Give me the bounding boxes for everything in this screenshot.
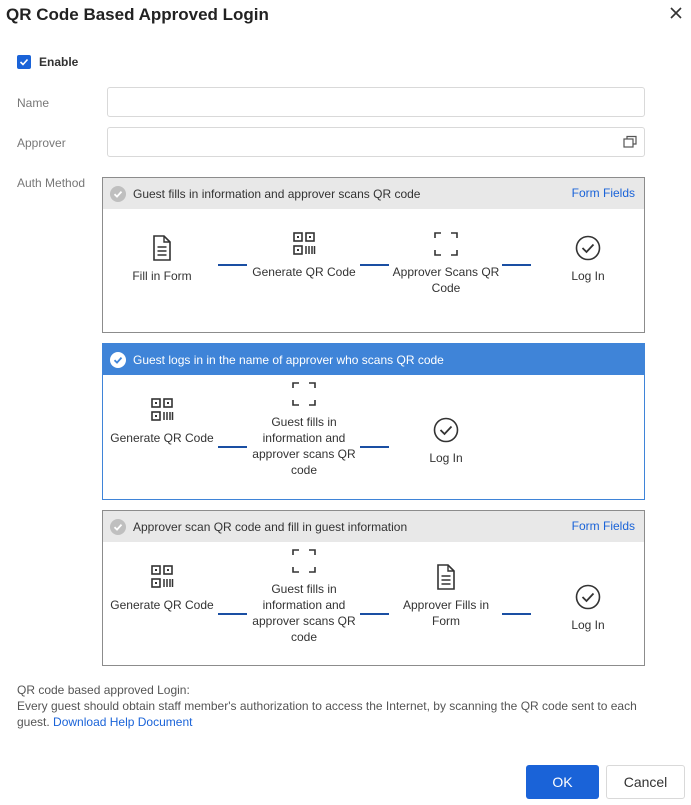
flow-step bbox=[249, 230, 359, 280]
method-header[interactable] bbox=[103, 178, 644, 209]
flow-connector bbox=[218, 264, 247, 266]
method-title: Guest logs in in the name of approver who scans QR code bbox=[133, 352, 444, 367]
auth-method-option-3[interactable] bbox=[102, 510, 645, 666]
method-title: Approver scan QR code and fill in guest information bbox=[133, 519, 408, 534]
step-label: Log In bbox=[571, 618, 605, 632]
scan-icon bbox=[291, 380, 317, 408]
check-radio-icon bbox=[110, 519, 126, 535]
approver-label: Approver bbox=[17, 136, 66, 150]
check-circle-icon bbox=[575, 583, 601, 611]
method-title: Guest fills in information and approver scans QR code bbox=[133, 186, 421, 201]
approver-input[interactable] bbox=[108, 128, 644, 156]
close-icon[interactable] bbox=[666, 3, 686, 23]
flow-step bbox=[533, 583, 643, 633]
help-description: Every guest should obtain staff member's authorization to access the Internet, by scanning the QR code sent to each guest. bbox=[17, 699, 637, 729]
download-help-link[interactable]: Download Help Document bbox=[53, 715, 193, 729]
name-input[interactable] bbox=[108, 88, 644, 116]
flow-step bbox=[107, 396, 217, 446]
cancel-button[interactable]: Cancel bbox=[606, 765, 685, 799]
check-circle-icon bbox=[433, 416, 459, 444]
step-label: Guest fills in information and approver scans QR code bbox=[252, 582, 356, 644]
name-label: Name bbox=[17, 96, 50, 110]
step-label: Log In bbox=[429, 451, 463, 465]
form-icon bbox=[149, 234, 175, 262]
approver-field-box bbox=[107, 127, 645, 157]
checkbox-checked-icon bbox=[17, 55, 31, 69]
enable-label: Enable bbox=[39, 55, 79, 69]
step-label: Approver Fills in Form bbox=[402, 598, 490, 628]
auth-method-option-1[interactable] bbox=[102, 177, 645, 333]
step-label: Fill in Form bbox=[132, 269, 192, 283]
flow-step bbox=[533, 234, 643, 284]
flow-connector bbox=[502, 613, 531, 615]
flow-connector bbox=[360, 264, 389, 266]
flow-connector bbox=[360, 613, 389, 615]
flow-step bbox=[249, 380, 359, 478]
flow-step bbox=[107, 563, 217, 613]
step-label: Generate QR Code bbox=[252, 265, 356, 279]
check-circle-icon bbox=[575, 234, 601, 262]
auth-method-option-2[interactable] bbox=[102, 343, 645, 500]
scan-icon bbox=[433, 230, 459, 258]
name-field-box bbox=[107, 87, 645, 117]
qr-code-icon bbox=[149, 563, 175, 591]
step-label: Approver Scans QR Code bbox=[392, 265, 500, 295]
flow-step bbox=[391, 563, 501, 629]
flow-connector bbox=[502, 264, 531, 266]
flow-connector bbox=[360, 446, 389, 448]
dialog-title: QR Code Based Approved Login bbox=[6, 5, 269, 24]
method-header[interactable] bbox=[103, 511, 644, 542]
method-header[interactable] bbox=[103, 344, 644, 375]
step-label: Guest fills in information and approver scans QR code bbox=[252, 415, 356, 477]
flow-step bbox=[107, 234, 217, 284]
check-radio-icon bbox=[110, 352, 126, 368]
step-label: Generate QR Code bbox=[110, 431, 214, 445]
flow-step bbox=[391, 416, 501, 466]
scan-icon bbox=[291, 547, 317, 575]
form-icon bbox=[433, 563, 459, 591]
form-fields-link[interactable]: Form Fields bbox=[571, 186, 635, 200]
qr-code-icon bbox=[291, 230, 317, 258]
help-text bbox=[17, 682, 657, 730]
flow-step bbox=[249, 547, 359, 645]
flow-connector bbox=[218, 613, 247, 615]
flow-step bbox=[391, 230, 501, 296]
flow-connector bbox=[218, 446, 247, 448]
help-heading: QR code based approved Login: bbox=[17, 683, 190, 697]
enable-checkbox[interactable] bbox=[17, 55, 78, 69]
form-fields-link[interactable]: Form Fields bbox=[571, 519, 635, 533]
select-user-icon[interactable] bbox=[623, 135, 637, 149]
auth-method-label: Auth Method bbox=[17, 176, 86, 190]
ok-button[interactable]: OK bbox=[526, 765, 599, 799]
check-radio-icon bbox=[110, 186, 126, 202]
step-label: Generate QR Code bbox=[110, 598, 214, 612]
step-label: Log In bbox=[571, 269, 605, 283]
qr-code-icon bbox=[149, 396, 175, 424]
